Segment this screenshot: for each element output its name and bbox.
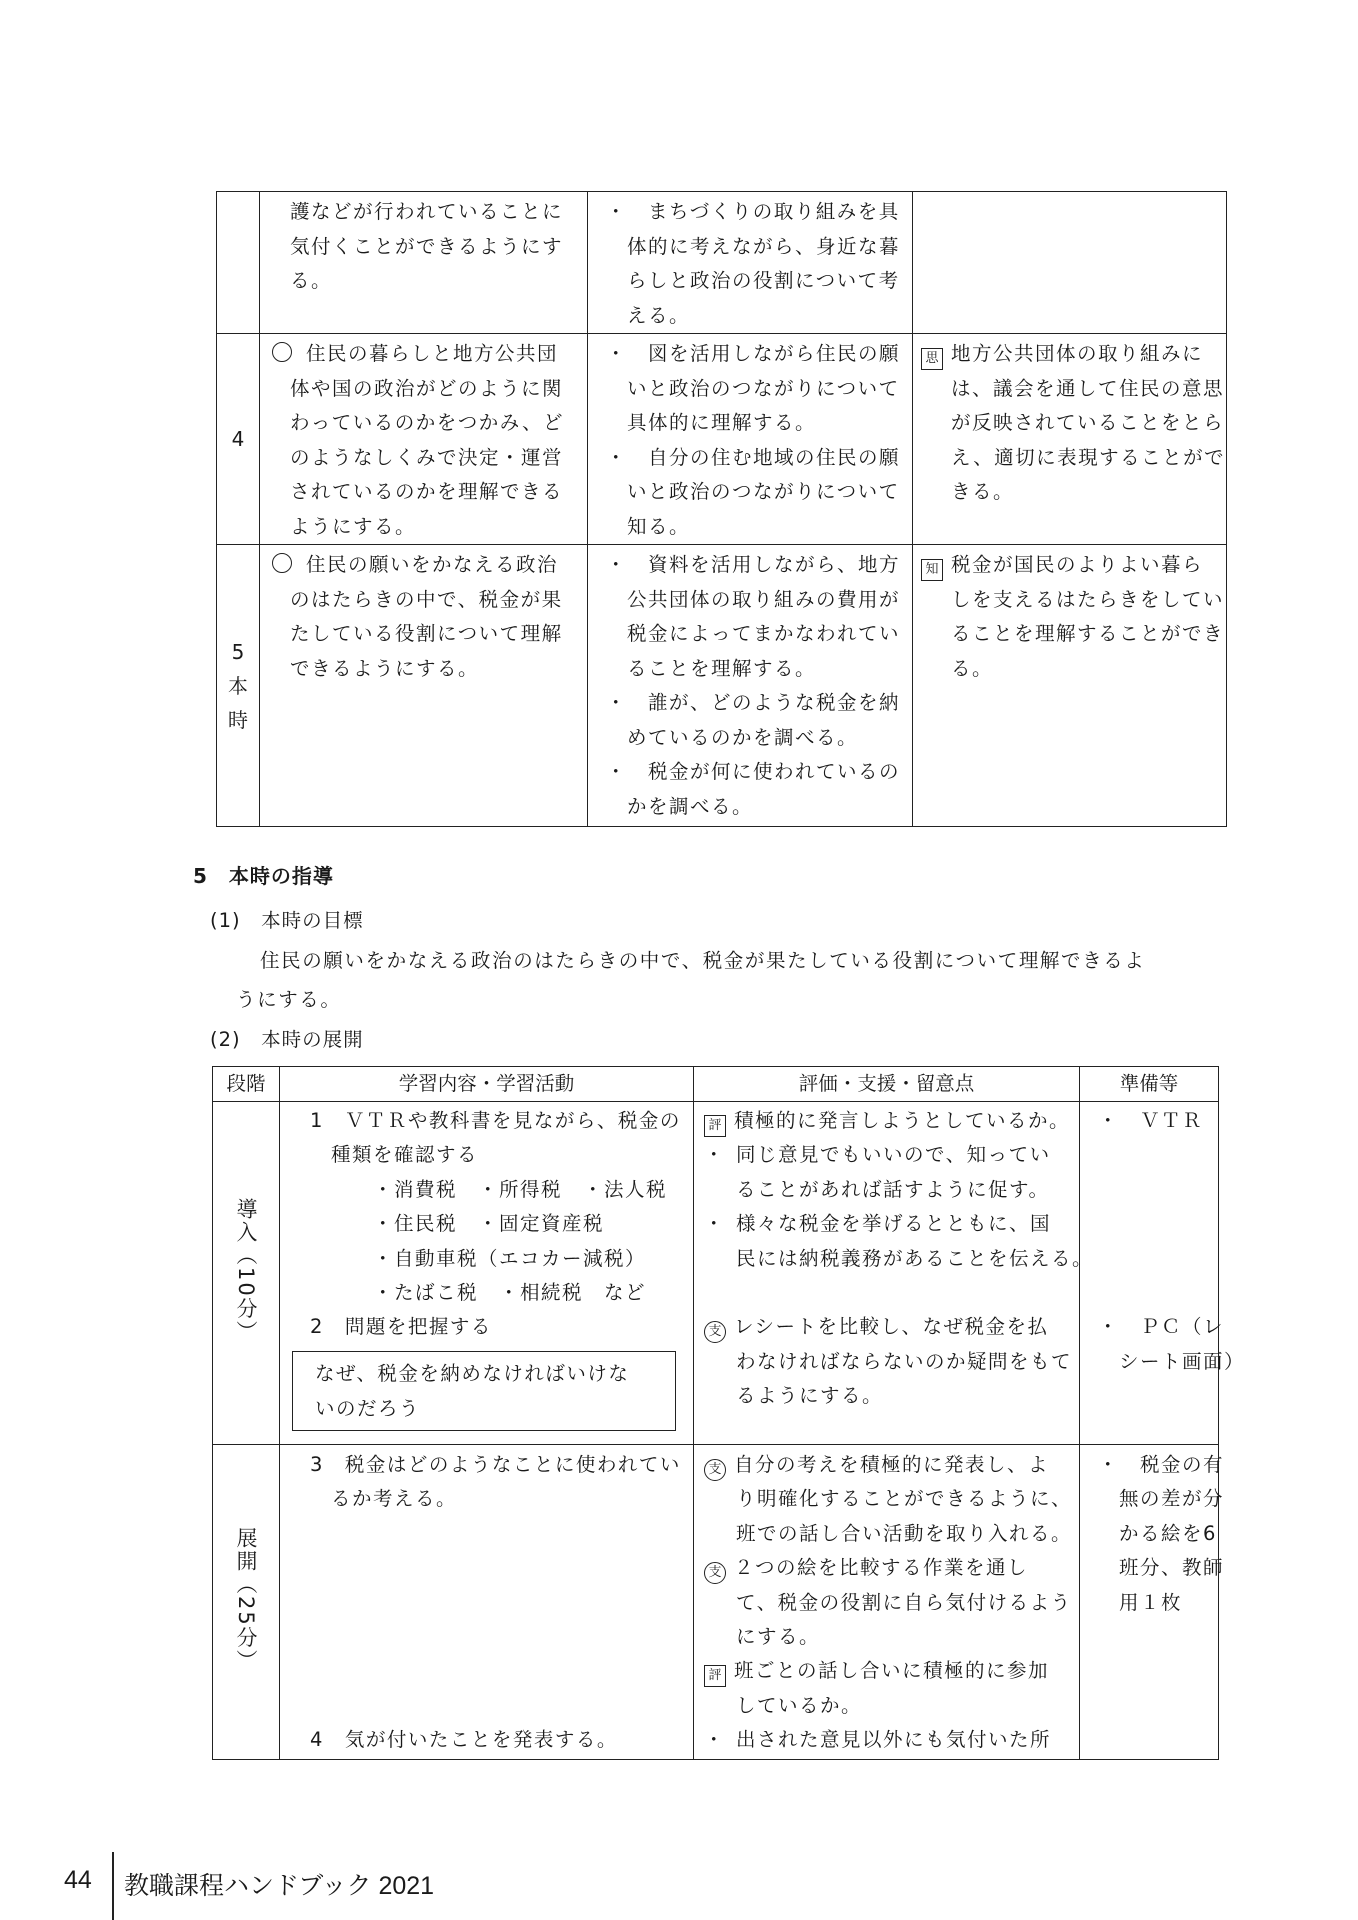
lesson-eval-cell: 知 税金が国民のよりよい暮ら しを支えるはたらきをしてい ることを理解することができ る。	[913, 545, 1227, 827]
stage-label: 導入（10分）	[234, 1198, 258, 1344]
table-row	[213, 1102, 1219, 1445]
header-content: 学習内容・学習活動	[280, 1067, 694, 1102]
eval-mark-icon: 評	[704, 1665, 726, 1687]
support-mark-icon: 支	[704, 1321, 726, 1343]
eval-mark-icon: 思	[921, 348, 943, 370]
lesson-goal-cell: 住民の願いをかなえる政治 のはたらきの中で、税金が果 たしている役割について理解 できるようにする。	[260, 545, 588, 827]
circle-mark-icon	[272, 342, 292, 362]
lesson-activities-cell: ・ 資料を活用しながら、地方 公共団体の取り組みの費用が 税金によってまかなわれてい ることを理解する。 ・ 誰が、どのような税金を納 めているのかを調べる。 ・ 税金が何に使われているの かを調べる。	[588, 545, 913, 827]
lesson-number-cell: 5 本 時	[217, 545, 260, 827]
prep-cell: ・ ＶＴＲ ・ ＰＣ（レ シート画面）	[1080, 1102, 1219, 1445]
header-stage: 段階	[213, 1067, 280, 1102]
eval-mark-icon: 評	[704, 1115, 726, 1137]
lesson-activities-cell: ・ まちづくりの取り組みを具 体的に考えながら、身近な暮 らしと政治の役割について考 える。	[588, 192, 913, 334]
lesson-activities-cell: ・ 図を活用しながら住民の願 いと政治のつながりについて 具体的に理解する。 ・ 自分の住む地域の住民の願 いと政治のつながりについて 知る。	[588, 334, 913, 545]
stage-label: 展開（25分）	[234, 1527, 258, 1673]
content-cell: 3 税金はどのようなことに使われてい るか考える。 4 気が付いたことを発表する。	[280, 1445, 694, 1760]
support-mark-icon: 支	[704, 1562, 726, 1584]
eval-cell: 支 自分の考えを積極的に発表し、よ り明確化することができるように、 班での話し合い活動を取り入れる。 支 ２つの絵を比較する作業を通し て、税金の役割に自ら気付けるよう にする。 評 班ごとの話し合いに積極的に参加 しているか。 ・ 出された意見以外にも気付いた所	[694, 1445, 1080, 1760]
lesson-eval-cell	[913, 192, 1227, 334]
table-header-row	[213, 1067, 1219, 1102]
prep-cell: ・ 税金の有 無の差が分 かる絵を6 班分、教師 用１枚	[1080, 1445, 1219, 1760]
stage-develop-cell	[213, 1445, 280, 1760]
footer-title: 教職課程ハンドブック 2021	[124, 1872, 435, 1900]
lesson-goal-cell: 住民の暮らしと地方公共団 体や国の政治がどのように関 わっているのかをつかみ、ど のようなしくみで決定・運営 されているのかを理解できる ようにする。	[260, 334, 588, 545]
page-number: 44	[64, 1866, 92, 1894]
goal-text-line: うにする。	[236, 988, 342, 1011]
eval-mark-icon: 知	[921, 559, 943, 581]
subsection-goal-heading: (1) 本時の目標	[210, 909, 364, 932]
header-prep: 準備等	[1080, 1067, 1219, 1102]
subsection-plan-heading: (2) 本時の展開	[210, 1028, 364, 1051]
lesson-plan-table	[212, 1066, 1246, 1760]
footer-divider	[112, 1852, 114, 1920]
table-row	[217, 192, 1227, 334]
table-row	[217, 334, 1227, 545]
lesson-number-cell: 4	[217, 334, 260, 545]
goal-text-line: 住民の願いをかなえる政治のはたらきの中で、税金が果たしている役割について理解できるよ	[260, 949, 1146, 972]
lesson-eval-cell: 思 地方公共団体の取り組みに は、議会を通して住民の意思 が反映されていることをとら え、適切に表現することがで きる。	[913, 334, 1227, 545]
lesson-number-cell	[217, 192, 260, 334]
table-row	[217, 545, 1227, 827]
table-row	[213, 1445, 1219, 1760]
section-heading: 5 本時の指導	[193, 864, 334, 888]
lesson-goal-cell: 護などが行われていることに 気付くことができるようにす る。	[260, 192, 588, 334]
stage-intro-cell	[213, 1102, 280, 1445]
header-eval: 評価・支援・留意点	[694, 1067, 1080, 1102]
content-cell: 1 ＶＴＲや教科書を見ながら、税金の 種類を確認する ・消費税 ・所得税 ・法人税 ・住民税 ・固定資産税 ・自動車税（エコカー減税） ・たばこ税 ・相続税 など 2 問題を把握する なぜ、税金を納めなければいけな いのだろう	[280, 1102, 694, 1445]
eval-cell: 評 積極的に発言しようとしているか。 ・ 同じ意見でもいいので、知ってい ることがあれば話すように促す。 ・ 様々な税金を挙げるとともに、国 民には納税義務があることを伝える。 支 レシートを比較し、なぜ税金を払 わなければならないのか疑問をもて るようにする。	[694, 1102, 1080, 1445]
circle-mark-icon	[272, 553, 292, 573]
unit-plan-table	[216, 191, 1227, 827]
problem-box: なぜ、税金を納めなければいけな いのだろう	[292, 1351, 676, 1431]
support-mark-icon: 支	[704, 1459, 726, 1481]
